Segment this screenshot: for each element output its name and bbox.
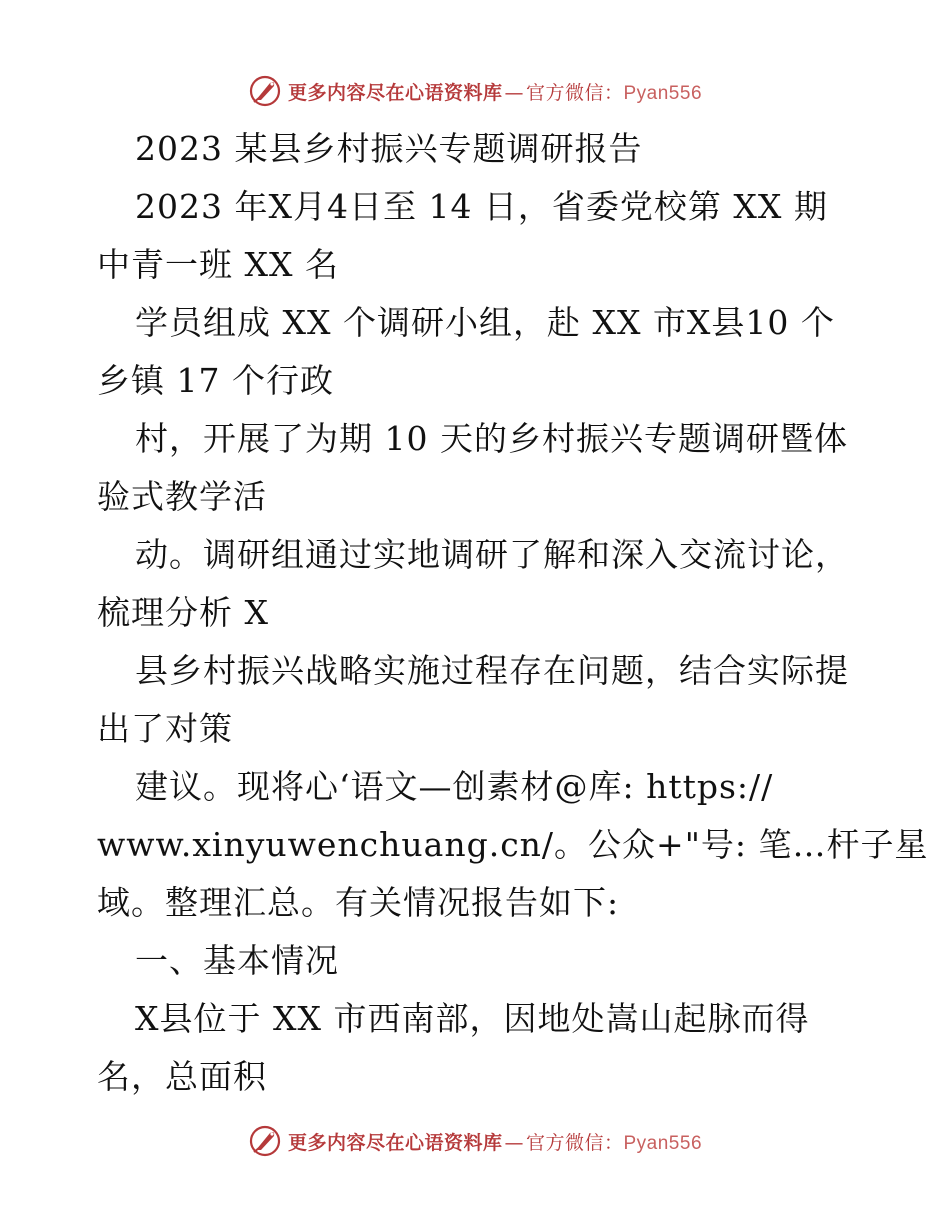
document-title: 2023 某县乡村振兴专题调研报告 — [135, 129, 643, 168]
paragraph-line: www.xinyuwenchuang.cn/。公众+"号: 笔…杆子星 — [97, 825, 929, 864]
section-heading: 一、基本情况 — [135, 941, 339, 980]
paragraph-line: 动。调研组通过实地调研了解和深入交流讨论， — [135, 535, 849, 574]
header-watermark — [0, 71, 950, 111]
paragraph-line: 中青一班 XX 名 — [97, 245, 339, 284]
paragraph-line: 村，开展了为期 10 天的乡村振兴专题调研暨体 — [135, 419, 848, 458]
watermark-wechat-id: Pyan556 — [623, 82, 703, 104]
watermark-brand: 更多内容尽在心语资料库 — [287, 1131, 503, 1154]
paragraph-line: 名，总面积 — [97, 1057, 267, 1096]
paragraph-line: 学员组成 XX 个调研小组，赴 XX 市X县10 个 — [135, 303, 835, 342]
paragraph-line: 2023 年X月4日至 14 日，省委党校第 XX 期 — [135, 187, 828, 226]
paragraph-line: X县位于 XX 市西南部，因地处嵩山起脉而得 — [135, 999, 810, 1038]
paragraph-line: 出了对策 — [97, 709, 233, 748]
quill-pen-logo-icon — [248, 1124, 282, 1158]
watermark-brand: 更多内容尽在心语资料库 — [287, 81, 503, 104]
watermark-separator: — — [504, 1131, 524, 1154]
watermark-text — [288, 78, 702, 105]
paragraph-line: 乡镇 17 个行政 — [97, 361, 334, 400]
watermark-wechat-label: 官方微信： — [525, 1131, 624, 1154]
paragraph-line: 县乡村振兴战略实施过程存在问题，结合实际提 — [135, 651, 849, 690]
watermark-wechat-id: Pyan556 — [623, 1132, 703, 1154]
watermark-text — [288, 1128, 702, 1155]
paragraph-line: 验式教学活 — [97, 477, 267, 516]
quill-pen-logo-icon — [248, 74, 282, 108]
watermark-wechat-label: 官方微信： — [525, 81, 624, 104]
watermark-separator: — — [504, 81, 524, 104]
paragraph-line: 域。整理汇总。有关情况报告如下: — [97, 883, 620, 922]
paragraph-line: 梳理分析 X — [97, 593, 269, 632]
paragraph-line: 建议。现将心‘语文—创素材@库: https:// — [135, 767, 774, 806]
footer-watermark — [0, 1121, 950, 1161]
